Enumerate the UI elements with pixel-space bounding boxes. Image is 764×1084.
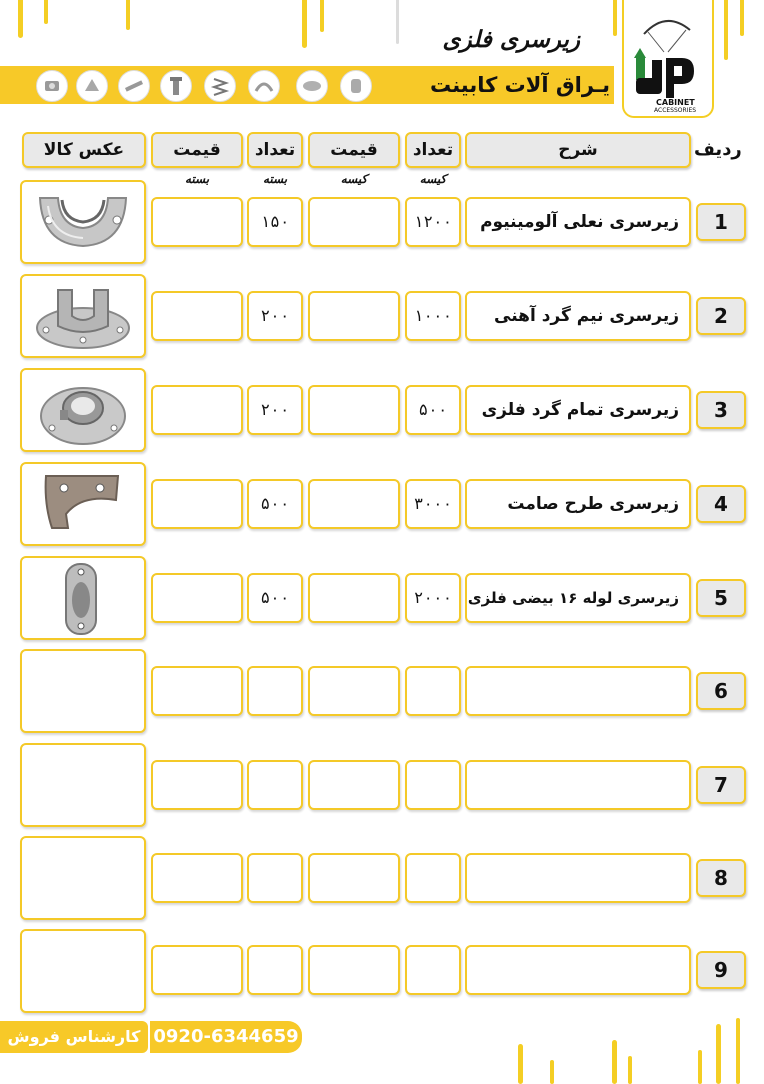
row-qty-bag: ۱۲۰۰: [405, 197, 461, 247]
row-price-pack[interactable]: [151, 479, 243, 529]
clip-icon: [296, 70, 328, 102]
decor-bar: [716, 1024, 721, 1084]
row-number: 7: [696, 766, 746, 804]
product-image-samet-holder: [20, 462, 146, 546]
product-image-empty: [20, 929, 146, 1013]
product-image-full-round-holder: [20, 368, 146, 452]
row-price-pack[interactable]: [151, 197, 243, 247]
page-title: زیرسری فلزی: [442, 27, 580, 53]
brand-logo: [622, 0, 714, 118]
decor-bar: [550, 1060, 554, 1084]
row-price-bag[interactable]: [308, 479, 400, 529]
row-number: 8: [696, 859, 746, 897]
row-price-bag[interactable]: [308, 666, 400, 716]
handle-icon: [248, 70, 280, 102]
col-header-image: عکس کالا: [22, 132, 146, 168]
row-number: 4: [696, 485, 746, 523]
row-qty-bag[interactable]: [405, 945, 461, 995]
product-image-oval-holder: [20, 556, 146, 640]
phone-number[interactable]: 0920-6344659: [150, 1021, 302, 1053]
decor-bar: [736, 1018, 740, 1084]
row-qty-bag[interactable]: [405, 666, 461, 716]
page-subtitle: یـراق آلات کابینت: [429, 73, 610, 97]
row-price-pack[interactable]: [151, 291, 243, 341]
row-price-pack[interactable]: [151, 760, 243, 810]
row-qty-pack[interactable]: [247, 666, 303, 716]
row-price-pack[interactable]: [151, 666, 243, 716]
sub-label-qty-pack: بسته: [262, 172, 288, 186]
row-price-bag[interactable]: [308, 573, 400, 623]
row-description[interactable]: [465, 853, 691, 903]
row-qty-pack[interactable]: [247, 853, 303, 903]
decor-bar: [613, 0, 617, 36]
decor-bar: [612, 1040, 617, 1084]
row-description: زیرسری طرح صامت: [465, 479, 691, 529]
decor-bar: [302, 0, 307, 48]
row-number: 3: [696, 391, 746, 429]
row-qty-pack[interactable]: [247, 945, 303, 995]
row-price-bag[interactable]: [308, 945, 400, 995]
sales-expert-label: کارشناس فروش: [0, 1021, 148, 1053]
product-image-empty: [20, 649, 146, 733]
row-price-bag[interactable]: [308, 760, 400, 810]
decor-bar: [740, 0, 744, 36]
row-description[interactable]: [465, 945, 691, 995]
row-description[interactable]: [465, 760, 691, 810]
product-image-horseshoe-holder: [20, 180, 146, 264]
row-qty-bag[interactable]: [405, 853, 461, 903]
row-price-bag[interactable]: [308, 385, 400, 435]
row-price-bag[interactable]: [308, 853, 400, 903]
col-header-qty-bag: تعداد: [405, 132, 461, 168]
logo-sub2: ACCESSORIES: [654, 107, 697, 114]
decor-bar: [320, 0, 324, 32]
row-qty-bag: ۲۰۰۰: [405, 573, 461, 623]
product-image-empty: [20, 743, 146, 827]
row-qty-pack: ۵۰۰: [247, 479, 303, 529]
row-description: زیرسری نعلی آلومینیوم: [465, 197, 691, 247]
row-description: زیرسری تمام گرد فلزی: [465, 385, 691, 435]
product-image-half-round-holder: [20, 274, 146, 358]
row-price-pack[interactable]: [151, 853, 243, 903]
row-qty-bag: ۵۰۰: [405, 385, 461, 435]
row-price-pack[interactable]: [151, 945, 243, 995]
decor-bar: [396, 0, 399, 44]
row-qty-bag: ۳۰۰۰: [405, 479, 461, 529]
decor-bar: [18, 0, 23, 38]
row-number: 9: [696, 951, 746, 989]
row-price-pack[interactable]: [151, 385, 243, 435]
decor-bar: [724, 0, 728, 60]
row-qty-pack: ۲۰۰: [247, 291, 303, 341]
col-header-price-bag: قیمت: [308, 132, 400, 168]
logo-sub1: CABINET: [656, 98, 695, 107]
row-qty-bag[interactable]: [405, 760, 461, 810]
product-image-empty: [20, 836, 146, 920]
col-header-price-pack: قیمت: [151, 132, 243, 168]
row-price-bag[interactable]: [308, 197, 400, 247]
row-description[interactable]: [465, 666, 691, 716]
row-qty-pack: ۲۰۰: [247, 385, 303, 435]
decor-bar: [44, 0, 48, 24]
row-price-pack[interactable]: [151, 573, 243, 623]
row-number: 1: [696, 203, 746, 241]
row-price-bag[interactable]: [308, 291, 400, 341]
col-header-row: ردیف: [694, 139, 742, 160]
row-description: زیرسری لوله ۱۶ بیضی فلزی: [465, 573, 691, 623]
row-qty-pack: ۱۵۰: [247, 197, 303, 247]
screw-icon: [160, 70, 192, 102]
sub-label-price-bag: کیسه: [340, 172, 368, 186]
row-qty-pack[interactable]: [247, 760, 303, 810]
row-description: زیرسری نیم گرد آهنی: [465, 291, 691, 341]
rail-icon: [118, 70, 150, 102]
row-qty-bag: ۱۰۰۰: [405, 291, 461, 341]
lift-icon: [340, 70, 372, 102]
col-header-qty-pack: تعداد: [247, 132, 303, 168]
bracket-icon: [76, 70, 108, 102]
row-number: 2: [696, 297, 746, 335]
row-number: 6: [696, 672, 746, 710]
sub-label-price-pack: بسته: [184, 172, 210, 186]
decor-bar: [698, 1050, 702, 1084]
col-header-desc: شرح: [465, 132, 691, 168]
hinge-icon: [36, 70, 68, 102]
row-number: 5: [696, 579, 746, 617]
row-qty-pack: ۵۰۰: [247, 573, 303, 623]
decor-bar: [518, 1044, 523, 1084]
spring-icon: [204, 70, 236, 102]
sub-label-qty-bag: کیسه: [419, 172, 447, 186]
decor-bar: [126, 0, 130, 30]
